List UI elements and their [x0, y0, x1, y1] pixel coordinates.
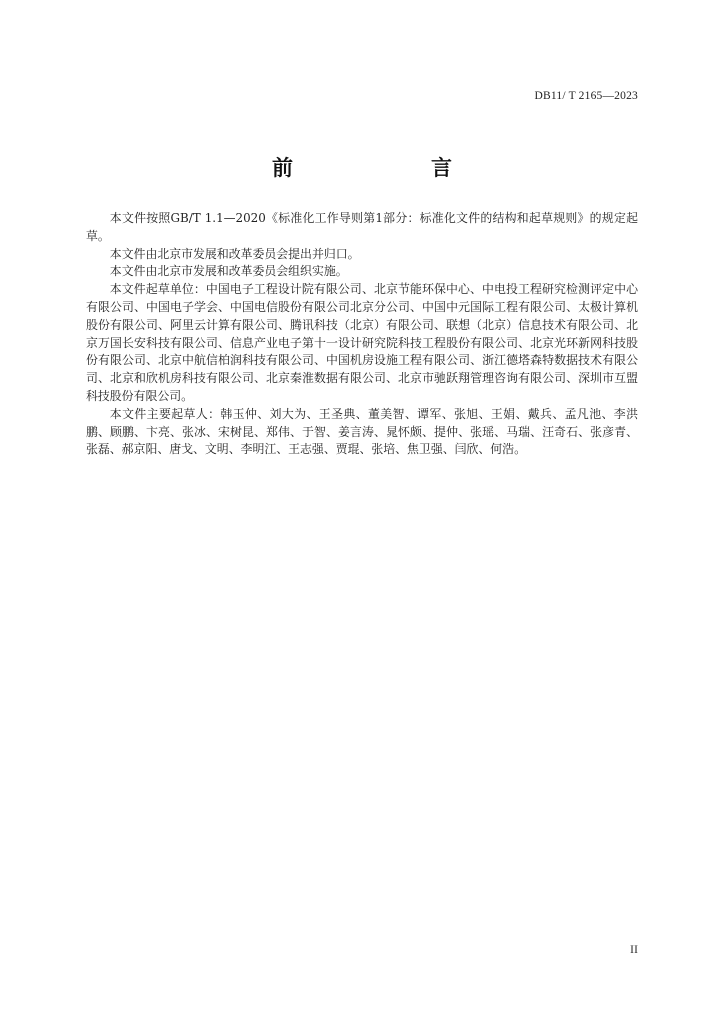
foreword-body [86, 210, 638, 459]
paragraph-proposer: 本文件由北京市发展和改革委员会提出并归口。 [109, 246, 360, 261]
paragraph-drafters: 本文件主要起草人：韩玉仲、刘大为、王圣典、董美智、谭军、张旭、王娟、戴兵、孟凡池、李洪鹏、顾鹏、卞亮、张冰、宋树昆、郑伟、于智、姜言涛、晁怀颇、提仲、张瑶、马瑞、汪奇石、张彦青、张磊、郝京阳、唐戈、文明、李明江、王志强、贾琨、张培、焦卫强、闫欣、何浩。 [86, 406, 638, 457]
paragraph-organizer: 本文件由北京市发展和改革委员会组织实施。 [109, 264, 348, 279]
standard-code-header: DB11/ T 2165—2023 [534, 90, 638, 102]
page-title: 前 言 [272, 156, 484, 180]
page-number: II [630, 942, 638, 956]
paragraph-drafting-rules: 本文件按照GB/T 1.1—2020《标准化工作导则第1部分：标准化文件的结构和起草规则》的规定起草。 [86, 211, 638, 243]
paragraph-drafting-units: 本文件起草单位：中国电子工程设计院有限公司、北京节能环保中心、中电投工程研究检测评定中心有限公司、中国电子学会、中国电信股份有限公司北京分公司、中国中元国际工程有限公司、太极计算机股份有限公司、阿里云计算有限公司、腾讯科技（北京）有限公司、联想（北京）信息技术有限公司、北京万国长安科技有限公司、信息产业电子第十一设计研究院科技工程股份有限公司、北京光环新网科技股份有限公司、北京中航信柏润科技有限公司、中国机房设施工程有限公司、浙江德塔森特数据技术有限公司、北京和欣机房科技有限公司、北京秦淮数据有限公司、北京市驰跃翔管理咨询有限公司、深圳市互盟科技股份有限公司。 [86, 282, 638, 403]
